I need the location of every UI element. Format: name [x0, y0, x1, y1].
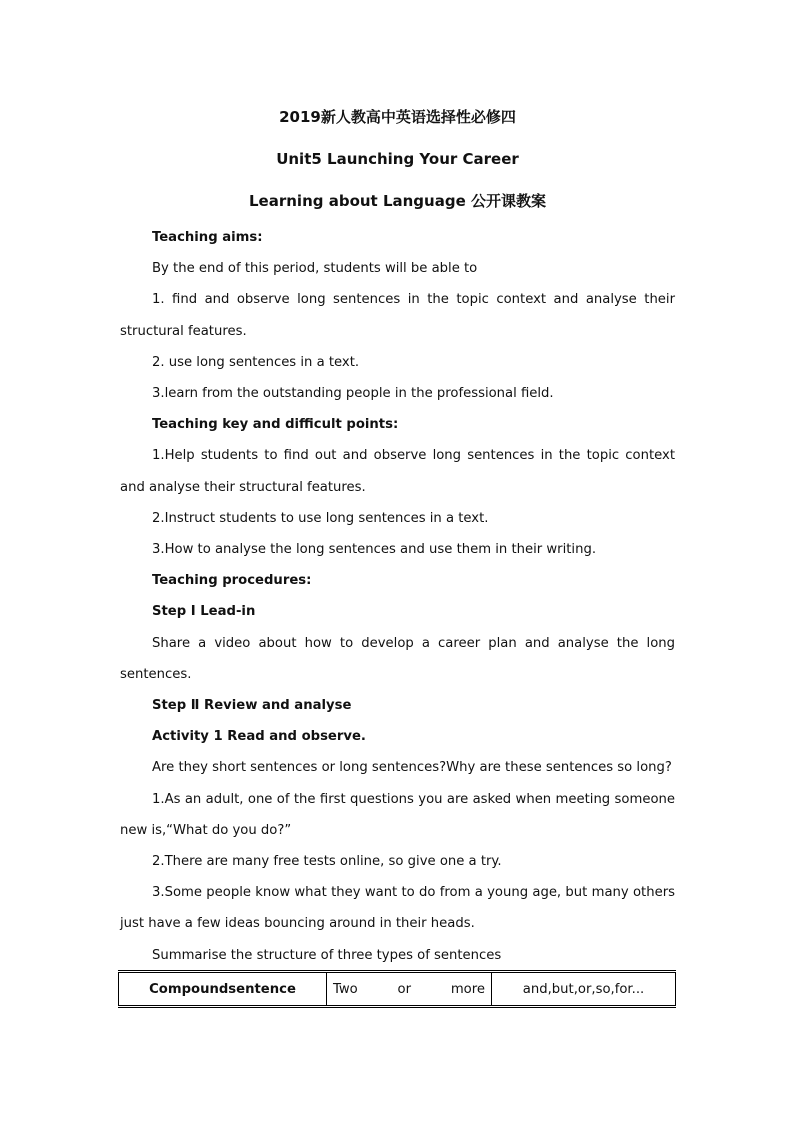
table-row — [119, 972, 676, 1007]
document-title: 2019新人教高中英语选择性必修四 — [279, 108, 516, 126]
body-paragraph: Are they short sentences or long sentences?Why are these sentences so long? — [152, 760, 672, 776]
sentence-types-table — [118, 970, 676, 1008]
description-cell: Two or more — [327, 972, 492, 1007]
section-heading: Step Ⅱ Review and analyse — [152, 698, 352, 714]
body-paragraph: 2. use long sentences in a text. — [152, 354, 360, 370]
body-paragraph: 2.Instruct students to use long sentences in a text. — [152, 510, 489, 526]
document-page — [120, 96, 675, 971]
section-heading: Teaching procedures: — [152, 573, 312, 589]
body-paragraph: 3.Some people know what they want to do from a young age, but many others just have a few ideas bouncing around in their heads. — [120, 885, 675, 932]
section-heading: Teaching aims: — [152, 230, 263, 245]
body-paragraph: By the end of this period, students will be able to — [152, 261, 478, 277]
section-heading: Activity 1 Read and observe. — [152, 729, 366, 745]
body-paragraph: 1. find and observe long sentences in the topic context and analyse their structural features. — [120, 292, 675, 339]
body-paragraph: 1.Help students to find out and observe long sentences in the topic context and analyse their structural features. — [120, 448, 675, 495]
body-paragraph: Share a video about how to develop a career plan and analyse the long sentences. — [120, 635, 675, 682]
body-text — [120, 222, 675, 971]
body-paragraph: 3.How to analyse the long sentences and use them in their writing. — [152, 542, 597, 558]
body-paragraph: 2.There are many free tests online, so give one a try. — [152, 854, 502, 870]
body-paragraph: Summarise the structure of three types of sentences — [152, 947, 502, 963]
unit-title: Unit5 Launching Your Career — [276, 150, 519, 168]
body-paragraph: 1.As an adult, one of the first questions you are asked when meeting someone new is,“What do you do?” — [120, 791, 675, 838]
lesson-title: Learning about Language 公开课教案 — [249, 192, 546, 210]
section-heading: Teaching key and difficult points: — [152, 417, 399, 433]
connectors-cell: and,but,or,so,for... — [522, 981, 645, 997]
body-paragraph: 3.learn from the outstanding people in the professional field. — [152, 386, 554, 402]
sentence-type-cell: Compoundsentence — [119, 972, 327, 1007]
section-heading: Step Ⅰ Lead-in — [152, 604, 256, 620]
